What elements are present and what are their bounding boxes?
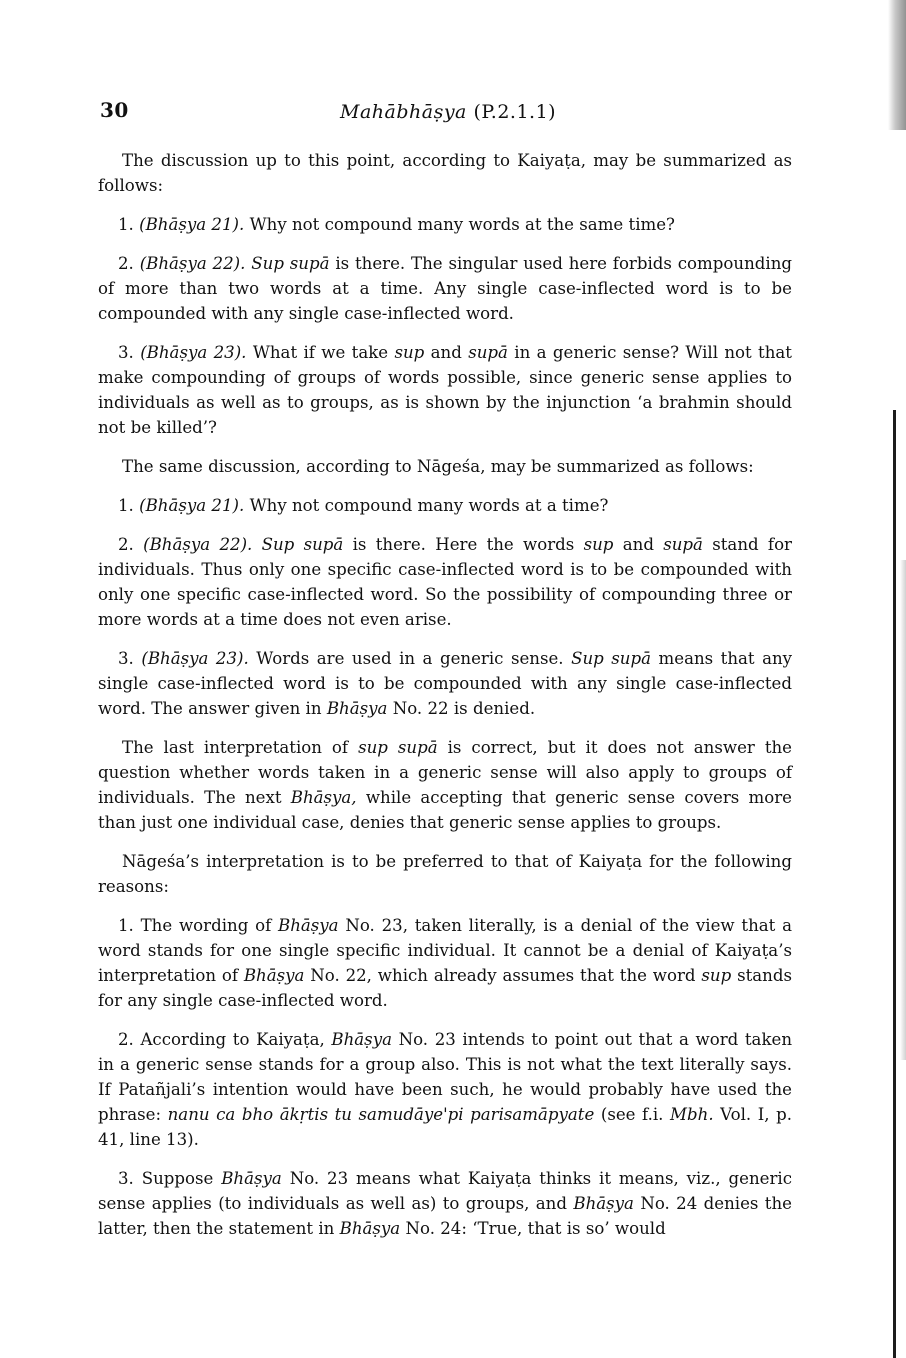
sanskrit-term: sup — [583, 535, 614, 554]
scan-edge-shadow — [888, 0, 906, 130]
paragraph-intro-kaiyata: The discussion up to this point, according to Kaiyaṭa, may be summarized as follows: — [98, 151, 792, 195]
sanskrit-term: Sup supā — [261, 535, 344, 554]
sanskrit-term: Sup supā — [571, 649, 651, 668]
bhasya-ref: (Bhāṣya 22). — [143, 535, 253, 554]
running-title: Mahābhāṣya — [340, 101, 467, 123]
paragraph-last-interpretation: The last interpretation of sup supā is correct, but it does not answer the question whether words taken in a generic sense will also apply to groups of individuals. The next Bhāṣya, while accepting that generic sense covers more than just one individual case, denies that generic sense applies to groups. — [98, 738, 792, 832]
nagesa-point-2: 2. (Bhāṣya 22). Sup supā is there. Here the words sup and supā stand for individuals. Thus only one specific case-inflected word is to be compounded with only one specific case-inflected word. So the possibility of compounding three or more words at a time does not even arise. — [98, 535, 792, 629]
sanskrit-term: Bhāṣya — [331, 1030, 392, 1049]
body-text — [98, 148, 792, 1255]
scan-edge-line — [893, 410, 896, 1358]
reason-1: 1. The wording of Bhāṣya No. 23, taken literally, is a denial of the view that a word stands for one single specific individual. It cannot be a denial of Kaiyaṭa’s interpretation of Bhāṣya No. 22, which already assumes that the word sup stands for any single case-inflected word. — [98, 916, 792, 1010]
sanskrit-term: Sup supā — [251, 254, 330, 273]
bhasya-ref: (Bhāṣya 23). — [141, 649, 249, 668]
bhasya-ref: (Bhāṣya 22). — [139, 254, 246, 273]
sanskrit-term: sup — [701, 966, 732, 985]
sanskrit-term: Bhāṣya — [221, 1169, 282, 1188]
sanskrit-term: sup supā — [358, 738, 438, 757]
sanskrit-term: Bhāṣya, — [290, 788, 357, 807]
kaiyata-point-3: 3. (Bhāṣya 23). What if we take sup and supā in a generic sense? Will not that make compounding of groups of words possible, since generic sense applies to individuals as well as to groups, as is shown by the injunction ‘a brahmin should not be killed’? — [98, 343, 792, 437]
sanskrit-term: Mbh. — [670, 1105, 714, 1124]
kaiyata-point-1: 1. (Bhāṣya 21). Why not compound many words at the same time? — [118, 215, 675, 234]
nagesa-point-3: 3. (Bhāṣya 23). Words are used in a generic sense. Sup supā means that any single case-inflected word is to be compounded with any single case-inflected word. The answer given in Bhāṣya No. 22 is denied. — [98, 649, 793, 718]
kaiyata-point-2: 2. (Bhāṣya 22). Sup supā is there. The singular used here forbids compounding of more than two words at a time. Any single case-inflected word is to be compounded with any single case-inflected word. — [98, 254, 793, 323]
page-number: 30 — [100, 98, 129, 122]
bhasya-ref: (Bhāṣya 21). — [139, 496, 245, 515]
running-head — [340, 101, 556, 123]
sanskrit-term: supā — [468, 343, 508, 362]
sanskrit-term: Bhāṣya — [573, 1194, 634, 1213]
sanskrit-term: Bhāṣya — [278, 916, 339, 935]
sanskrit-term: Bhāṣya — [326, 699, 388, 718]
paragraph-preference: Nāgeśa’s interpretation is to be preferred to that of Kaiyaṭa for the following reasons: — [98, 852, 792, 896]
sanskrit-term: sup — [394, 343, 425, 362]
scan-edge-shadow — [900, 560, 906, 1060]
sanskrit-term: Bhāṣya — [243, 966, 305, 985]
bhasya-ref: (Bhāṣya 23). — [140, 343, 247, 362]
reason-3: 3. Suppose Bhāṣya No. 23 means what Kaiyaṭa thinks it means, viz., generic sense applies (to individuals as well as) to groups, and Bhāṣya No. 24 denies the latter, then the statement in Bhāṣya No. 24: ‘True, that is so’ would — [98, 1169, 793, 1238]
sanskrit-term: Bhāṣya — [339, 1219, 401, 1238]
running-ref: (P.2.1.1) — [473, 101, 557, 123]
paragraph-intro-nagesa: The same discussion, according to Nāgeśa, may be summarized as follows: — [122, 457, 754, 476]
sanskrit-quote: nanu ca bho ākṛtis tu samudāye'pi parisamāpyate — [167, 1105, 595, 1124]
reason-2: 2. According to Kaiyaṭa, Bhāṣya No. 23 intends to point out that a word taken in a generic sense stands for a group also. This is not what the text literally says. If Patañjali’s intention would have been such, he would probably have used the phrase: nanu ca bho ākṛtis tu samudāye'pi parisamāpyate (see f.i. Mbh. Vol. I, p. 41, line 13). — [98, 1030, 793, 1149]
nagesa-point-1: 1. (Bhāṣya 21). Why not compound many words at a time? — [118, 496, 609, 515]
sanskrit-term: supā — [663, 535, 703, 554]
bhasya-ref: (Bhāṣya 21). — [139, 215, 245, 234]
